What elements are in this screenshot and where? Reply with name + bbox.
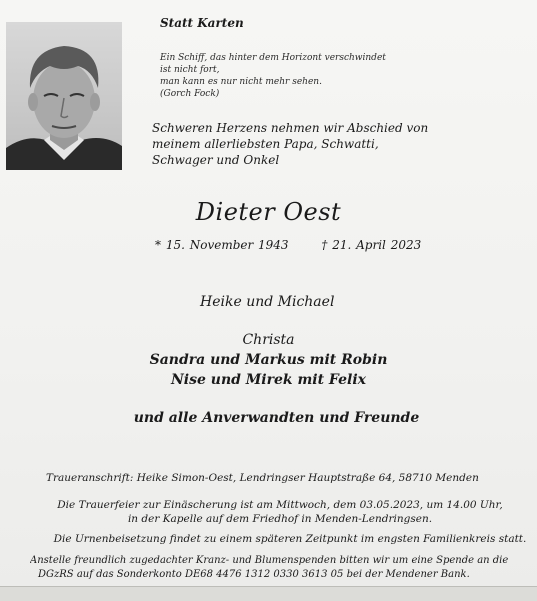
poem-line: ist nicht fort, [160, 65, 220, 75]
birth-date: * 15. November 1943 [155, 238, 289, 252]
donation-line: DGzRS auf das Sonderkonto DE68 4476 1312 0330 3613 05 bei der Mendener Bank. [38, 569, 470, 580]
intro-line: Schweren Herzens nehmen wir Abschied von [152, 121, 429, 135]
mourner-group [0, 330, 537, 390]
ceremony-line: Die Trauerfeier zur Einäscherung ist am Mittwoch, dem 03.05.2023, um 14.00 Uhr, [57, 499, 503, 511]
mourner-second: Christa [242, 332, 295, 348]
deceased-name: Dieter Oest [195, 198, 342, 226]
poem-line: Ein Schiff, das hinter dem Horizont verschwindet [160, 53, 386, 63]
ceremony-line: in der Kapelle auf dem Friedhof in Menden-Lendringsen. [127, 513, 433, 525]
mourner-fourth: Nise und Mirek mit Felix [170, 372, 366, 388]
statt-karten-heading: Statt Karten [160, 16, 244, 30]
poem [160, 52, 386, 100]
bottom-edge [0, 586, 537, 601]
mourner-third: Sandra und Markus mit Robin [149, 352, 388, 368]
life-dates [155, 238, 449, 252]
death-date: † 21. April 2023 [321, 238, 422, 252]
poem-author: (Gorch Fock) [160, 89, 220, 99]
mourner-relatives: und alle Anverwandten und Freunde [133, 410, 420, 426]
donation-info [30, 554, 537, 582]
mourning-address: Traueranschrift: Heike Simon-Oest, Lendringser Hauptstraße 64, 58710 Menden [46, 472, 479, 484]
mourner-first: Heike und Michael [200, 294, 335, 310]
intro-line: meinem allerliebsten Papa, Schwatti, [152, 137, 379, 151]
ceremony-info [0, 498, 537, 526]
urn-burial-info: Die Urnenbeisetzung findet zu einem späteren Zeitpunkt im engsten Familienkreis statt. [53, 533, 527, 545]
intro-line: Schwager und Onkel [152, 153, 280, 167]
farewell-intro [152, 120, 428, 168]
portrait-photo [6, 22, 122, 170]
portrait-image [6, 22, 122, 170]
poem-line: man kann es nur nicht mehr sehen. [160, 77, 322, 87]
donation-line: Anstelle freundlich zugedachter Kranz- und Blumenspenden bitten wir um eine Spende an die [30, 555, 509, 566]
